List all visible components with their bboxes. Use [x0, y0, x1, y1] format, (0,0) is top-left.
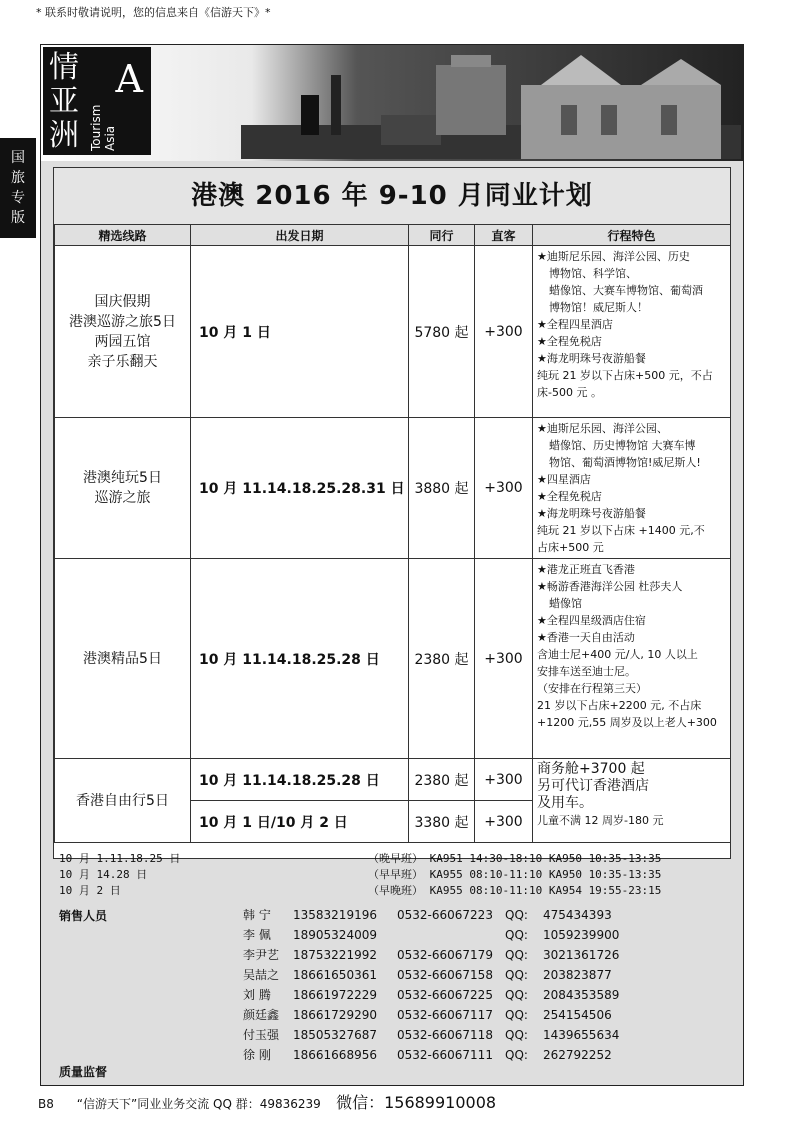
qq-label: QQ:: [505, 1028, 528, 1042]
trade-price: 3380 起: [409, 801, 475, 843]
page-frame: [40, 44, 744, 1086]
plan-table: [54, 224, 731, 843]
feature-line: 博物馆、科学馆、: [549, 267, 637, 280]
feature-line: ★全程免税店: [537, 490, 602, 503]
departure-date: 10 月 1 日/10 月 2 日: [191, 801, 409, 843]
staff-tel: 0532-66067111: [397, 1048, 493, 1062]
feature-line: ★四星酒店: [537, 473, 591, 486]
staff-mobile: 18661729290: [293, 1008, 377, 1022]
staff-row: [53, 1005, 729, 1026]
trade-price: 3880 起: [409, 418, 475, 559]
feature-line: （安排在行程第三天）: [537, 682, 647, 695]
route-line: 港澳纯玩5日: [83, 470, 162, 486]
flight-dates: 10 月 1.11.18.25 日: [59, 852, 181, 865]
staff-tel: 0532-66067179: [397, 948, 493, 962]
footer-wechat: 微信：15689910008: [336, 1093, 497, 1112]
staff-name: 李 佩: [243, 928, 271, 942]
route-line: 亲子乐翻天: [87, 353, 158, 370]
qq-label: QQ:: [505, 1048, 528, 1062]
feature-line: 儿童不满 12 周岁-180 元: [537, 814, 664, 827]
flight-row: [53, 883, 729, 899]
feature-line: 蜡像馆、大赛车博物馆、葡萄酒: [549, 284, 703, 297]
qq-label: QQ:: [505, 908, 528, 922]
feature-line: 及用车。: [537, 795, 593, 811]
staff-row: [53, 985, 729, 1006]
side-tab: [0, 138, 36, 238]
feature-line: ★全程免税店: [537, 335, 602, 348]
side-tab-char: 国: [11, 150, 25, 166]
flight-dates: 10 月 2 日: [59, 884, 121, 897]
col-header: 精选线路: [55, 225, 191, 246]
page-number: B8: [38, 1097, 54, 1111]
table-row: [55, 418, 731, 559]
col-header: 出发日期: [191, 225, 409, 246]
staff-qq: 475434393: [543, 908, 612, 922]
staff-mobile: 18753221992: [293, 948, 377, 962]
staff-row: [53, 945, 729, 966]
feature-line: 占床+500 元: [537, 541, 604, 554]
staff-name: 刘 腾: [243, 988, 271, 1002]
feature-line: ★海龙明珠号夜游船餐: [537, 507, 646, 520]
feature-line: 博物馆！威尼斯人！: [549, 301, 648, 314]
staff-row: [53, 905, 729, 926]
top-note: * 联系时敬请说明，您的信息来自《信游天下》*: [36, 6, 271, 19]
logo-english: Tourism Asia: [89, 104, 117, 151]
logo-letter: A: [115, 57, 143, 101]
staff-qq: 1439655634: [543, 1028, 620, 1042]
table-row: [55, 246, 731, 418]
feature-line: 蜡像馆、历史博物馆 大赛车博: [549, 439, 696, 452]
staff-row: [53, 925, 729, 946]
side-tab-char: 专: [11, 190, 25, 206]
direct-price: +300: [475, 246, 533, 418]
route-features: [533, 418, 731, 559]
feature-line: 商务舱+3700 起: [537, 761, 645, 777]
table-row: [55, 759, 731, 801]
trade-price: 5780 起: [409, 246, 475, 418]
qq-label: QQ:: [505, 948, 528, 962]
feature-line: ★港龙正班直飞香港: [537, 563, 635, 576]
feature-line: ★全程四星级酒店住宿: [537, 614, 646, 627]
feature-line: ★畅游香港海洋公园 杜莎夫人: [537, 580, 683, 593]
staff-qq: 203823877: [543, 968, 612, 982]
feature-line: 纯玩 21 岁以下占床+500 元，不占: [537, 369, 713, 382]
route-features: [533, 759, 731, 843]
departure-date: 10 月 11.14.18.25.28 日: [191, 759, 409, 801]
col-header: 同行: [409, 225, 475, 246]
feature-line: +1200 元,55 周岁及以上老人+300: [537, 716, 717, 729]
qq-label: QQ:: [505, 968, 528, 982]
feature-line: 纯玩 21 岁以下占床 +1400 元,不: [537, 524, 705, 537]
staff-mobile: 18661650361: [293, 968, 377, 982]
qq-label: QQ:: [505, 988, 528, 1002]
staff-tel: 0532-66067117: [397, 1008, 493, 1022]
staff-qq: 262792252: [543, 1048, 612, 1062]
logo-char: 情: [49, 50, 79, 85]
staff-tel: 0532-66067158: [397, 968, 493, 982]
staff-mobile: 18661668956: [293, 1048, 377, 1062]
feature-line: 另可代订香港酒店: [537, 778, 649, 794]
staff-tel: 0532-66067223: [397, 908, 493, 922]
route-line: 香港自由行5日: [76, 792, 169, 809]
flight-schedule: [53, 851, 729, 899]
route-line: 国庆假期: [94, 293, 151, 310]
flight-times: （晚早班） KA951 14:30-18:10 KA950 10:35-13:35: [368, 852, 662, 865]
page-footer: [38, 1090, 496, 1113]
flight-row: [53, 851, 729, 867]
feature-line: ★海龙明珠号夜游船餐: [537, 352, 646, 365]
departure-date: 10 月 1 日: [191, 246, 409, 418]
plan-panel: [53, 167, 731, 859]
route-name: [55, 418, 191, 559]
table-row: [55, 559, 731, 759]
staff-mobile: 18661972229: [293, 988, 377, 1002]
qq-label: QQ:: [505, 1008, 528, 1022]
departure-date: 10 月 11.14.18.25.28 日: [191, 559, 409, 759]
feature-line: ★全程四星酒店: [537, 318, 613, 331]
feature-line: ★迪斯尼乐园、海洋公园、历史: [537, 250, 690, 263]
route-name: [55, 559, 191, 759]
staff-row: [53, 1045, 729, 1066]
flight-row: [53, 867, 729, 883]
staff-qq: 2084353589: [543, 988, 620, 1002]
feature-line: ★迪斯尼乐园、海洋公园、: [537, 422, 668, 435]
logo: [43, 47, 151, 155]
direct-price: +300: [475, 801, 533, 843]
table-header-row: [55, 225, 731, 246]
sales-label: 销售人员: [59, 909, 108, 923]
col-header: 直客: [475, 225, 533, 246]
staff-name: 颜廷鑫: [243, 1008, 280, 1022]
feature-line: ★香港一天自由活动: [537, 631, 635, 644]
staff-mobile: 18505327687: [293, 1028, 377, 1042]
staff-mobile: 18905324009: [293, 928, 377, 942]
feature-line: 床-500 元 。: [537, 386, 602, 399]
feature-line: 21 岁以下占床+2200 元, 不占床: [537, 699, 702, 712]
trade-price: 2380 起: [409, 559, 475, 759]
logo-char: 亚: [49, 84, 79, 119]
side-tab-char: 版: [11, 210, 25, 226]
qq-label: QQ:: [505, 928, 528, 942]
route-line: 两园五馆: [94, 333, 151, 350]
quality-label: 质量监督: [59, 1065, 108, 1079]
staff-qq: 3021361726: [543, 948, 620, 962]
staff-row: [53, 965, 729, 986]
flight-dates: 10 月 14.28 日: [59, 868, 148, 881]
route-name: [55, 759, 191, 843]
departure-date: 10 月 11.14.18.25.28.31 日: [191, 418, 409, 559]
city-skyline-image: [241, 55, 741, 159]
sales-contacts: [53, 905, 729, 1083]
route-name: [55, 246, 191, 418]
direct-price: +300: [475, 559, 533, 759]
staff-tel: 0532-66067225: [397, 988, 493, 1002]
direct-price: +300: [475, 418, 533, 559]
staff-name: 付玉强: [243, 1028, 280, 1042]
staff-qq: 254154506: [543, 1008, 612, 1022]
staff-name: 韩 宁: [243, 908, 271, 922]
feature-line: 物馆、葡萄酒博物馆!威尼斯人!: [549, 456, 701, 469]
staff-qq: 1059239900: [543, 928, 620, 942]
staff-row: [53, 1025, 729, 1046]
trade-price: 2380 起: [409, 759, 475, 801]
route-line: 巡游之旅: [94, 490, 151, 506]
col-header: 行程特色: [533, 225, 731, 246]
flight-times: （早晚班） KA955 08:10-11:10 KA954 19:55-23:15: [368, 884, 662, 897]
feature-line: 含迪士尼+400 元/人, 10 人以上: [537, 648, 698, 661]
direct-price: +300: [475, 759, 533, 801]
route-features: [533, 559, 731, 759]
logo-char: 洲: [49, 118, 79, 153]
footer-qq-group: “信游天下”同业业务交流 QQ 群：49836239: [76, 1097, 321, 1111]
page-title: 港澳 2016 年 9-10 月同业计划: [54, 168, 730, 225]
side-tab-char: 旅: [11, 170, 25, 186]
route-features: [533, 246, 731, 418]
route-line: 港澳精品5日: [83, 650, 162, 667]
route-line: 港澳巡游之旅5日: [69, 313, 176, 330]
banner: [41, 45, 743, 161]
feature-line: 蜡像馆: [549, 597, 582, 610]
staff-name: 徐 刚: [243, 1048, 271, 1062]
staff-tel: 0532-66067118: [397, 1028, 493, 1042]
staff-mobile: 13583219196: [293, 908, 377, 922]
staff-name: 李尹艺: [243, 948, 280, 962]
flight-times: （早早班） KA955 08:10-11:10 KA950 10:35-13:35: [368, 868, 662, 881]
staff-name: 吴喆之: [243, 968, 280, 982]
feature-line: 安排车送至迪士尼。: [537, 665, 636, 678]
